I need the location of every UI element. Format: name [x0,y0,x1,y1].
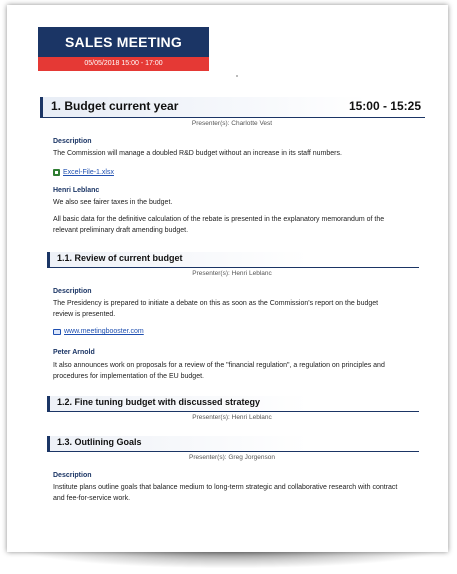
comment-author: Peter Arnold [53,349,95,356]
comment-author: Henri Leblanc [53,187,100,194]
comment-line-1: It also announces work on proposals for a review of the "financial regulation", a regulation on principles and [53,362,385,369]
description-text: The Commission will manage a doubled R&D budget without an increase in its staff numbers. [53,150,342,157]
section-presenters: Presenter(s): Henri Leblanc [192,414,272,421]
section-title: 1.1. Review of current budget [57,253,183,263]
section-heading-1-2 [47,396,419,412]
description-label: Description [53,472,92,479]
web-link-icon [53,329,61,335]
attachment-filename[interactable]: Excel-File-1.xlsx [63,169,114,176]
comment-line-2: procedures for implementation of the EU budget. [53,373,204,380]
description-line-1: The Presidency is prepared to initiate a debate on this as soon as the Commission's report on the budget [53,300,379,307]
comment-text: We also see fairer taxes in the budget. [53,199,173,206]
note-line-1: All basic data for the definitive calculation of the rebate is presented in the explanatory memorandum of the [53,216,385,223]
excel-file-icon [53,169,60,176]
section-presenters: Presenter(s): Greg Jorgenson [189,454,275,461]
section-time: 15:00 - 15:25 [348,99,421,113]
description-line-1: Institute plans outline goals that balance medium to long-term strategic and collaborative research with contract [53,484,398,491]
attachment-link[interactable] [53,169,114,176]
section-presenters: Presenter(s): Charlotte Vest [191,120,273,127]
section-presenters: Presenter(s): Henri Leblanc [192,270,272,277]
description-line-2: and fee-for-service work. [53,495,131,502]
section-title: 1.2. Fine tuning budget with discussed strategy [57,397,261,407]
section-heading-1-1 [47,252,419,268]
section-title: 1.3. Outlining Goals [57,437,142,447]
separator-dot [236,75,238,77]
section-heading-1-3 [47,436,419,452]
section-title: 1. Budget current year [51,99,179,113]
description-line-2: review is presented. [53,311,116,318]
meeting-datetime: 05/05/2018 15:00 - 17:00 [38,57,209,71]
web-link-text[interactable]: www.meetingbooster.com [64,328,144,335]
note-line-2: relevant preliminary draft amending budget. [53,227,189,234]
description-label: Description [53,138,92,145]
description-label: Description [53,288,92,295]
web-link[interactable] [53,328,144,335]
document-page [7,5,448,552]
section-heading-1 [40,97,425,118]
meeting-title: SALES MEETING [38,27,209,57]
